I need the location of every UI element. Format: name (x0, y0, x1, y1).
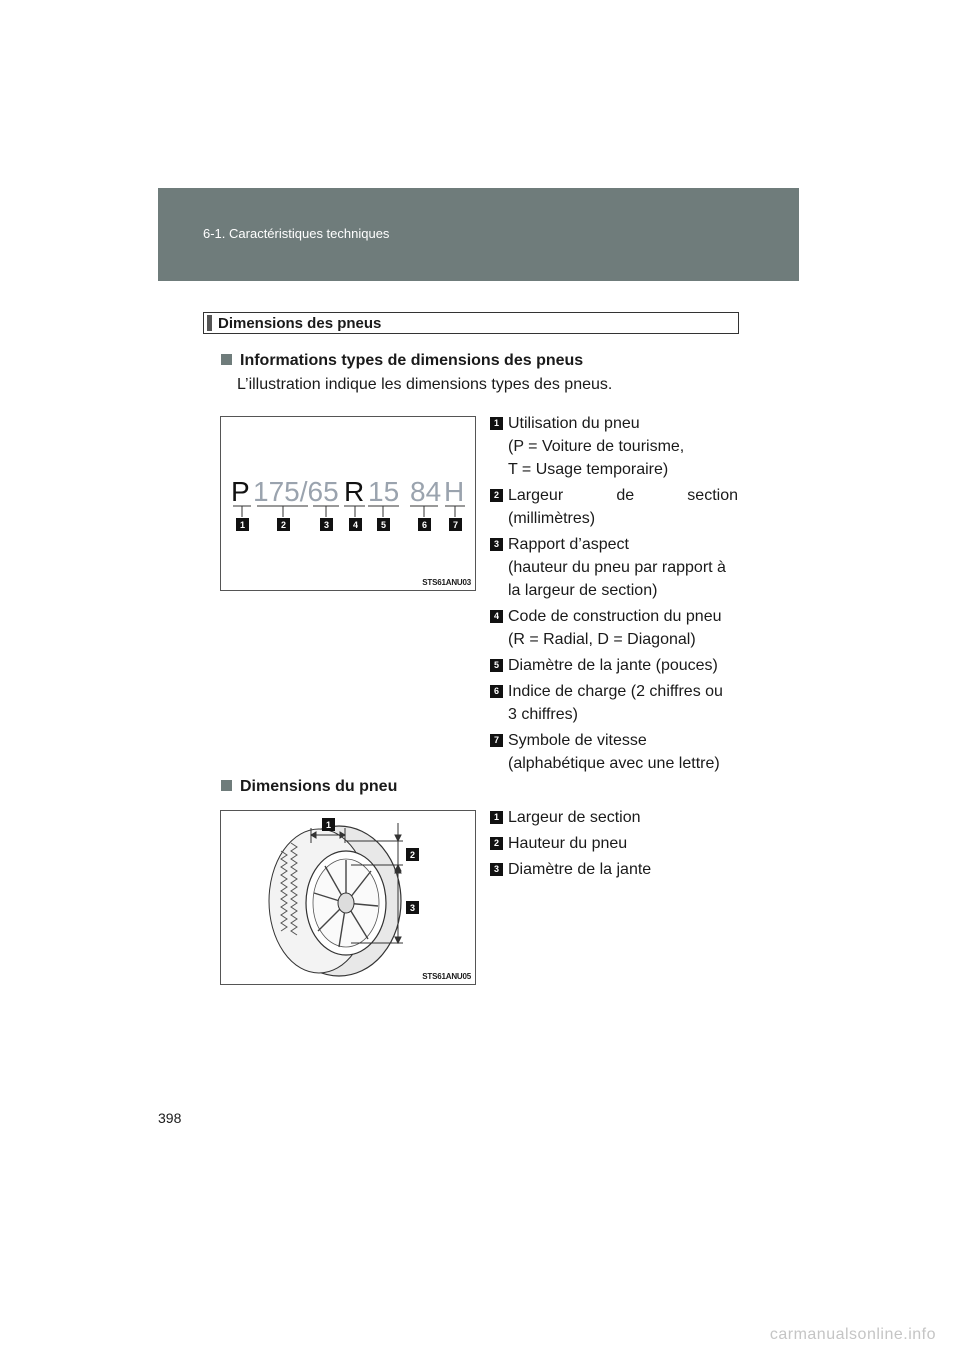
code-p: P (231, 476, 250, 507)
item-number: 7 (490, 734, 503, 747)
hub (338, 893, 354, 913)
intro-text: L’illustration indique les dimensions types des pneus. (237, 376, 613, 393)
list-item: 2 Largeur de section (millimètres) (490, 484, 738, 530)
tire-code-figure (220, 416, 476, 591)
item-number: 2 (490, 489, 503, 502)
item-number: 3 (490, 538, 503, 551)
tire-code-legend (490, 412, 738, 778)
list-item: 2 Hauteur du pneu (490, 832, 738, 855)
list-item: 6 Indice de charge (2 chiffres ou 3 chiffres) (490, 680, 738, 726)
callout-2: 2 (280, 520, 287, 530)
list-item: 3 Rapport d’aspect (hauteur du pneu par rapport à la largeur de section) (490, 533, 738, 602)
breadcrumb: 6-1. Caractéristiques techniques (203, 226, 390, 241)
list-item: 3 Diamètre de la jante (490, 858, 738, 881)
code-width-ratio: 175/65 (253, 476, 339, 507)
code-speed: H (444, 476, 465, 507)
item-number: 5 (490, 659, 503, 672)
list-item: 4 Code de construction du pneu (R = Radial, D = Diagonal) (490, 605, 738, 651)
section-title-box (203, 312, 739, 334)
tire-code-svg (221, 417, 475, 590)
square-bullet-icon (221, 354, 232, 365)
dim-callout-3: 3 (409, 903, 416, 913)
chapter-header (158, 188, 799, 281)
tire-dimensions-figure (220, 810, 476, 985)
section-title-bar (207, 315, 212, 331)
callout-6: 6 (421, 520, 428, 530)
figure-code: STS61ANU03 (422, 578, 471, 587)
tire-dimensions-legend (490, 806, 738, 884)
item-number: 2 (490, 837, 503, 850)
code-load: 84 (410, 476, 442, 507)
subheading-info: Informations types de dimensions des pneus (221, 352, 583, 370)
square-bullet-icon (221, 780, 232, 791)
code-rim: 15 (368, 476, 400, 507)
list-item: 1 Largeur de section (490, 806, 738, 829)
item-number: 4 (490, 610, 503, 623)
tire-dimensions-svg (221, 811, 475, 984)
callout-7: 7 (452, 520, 459, 530)
item-number: 1 (490, 417, 503, 430)
subheading-dims: Dimensions du pneu (221, 778, 397, 796)
dim-callout-2: 2 (409, 850, 416, 860)
list-item: 1 Utilisation du pneu (P = Voiture de tourisme, T = Usage temporaire) (490, 412, 738, 481)
item-number: 1 (490, 811, 503, 824)
list-item: 5 Diamètre de la jante (pouces) (490, 654, 738, 677)
callout-1: 1 (239, 520, 246, 530)
dim-callout-1: 1 (325, 820, 332, 830)
item-number: 6 (490, 685, 503, 698)
code-r: R (344, 476, 365, 507)
callout-5: 5 (380, 520, 387, 530)
figure-code: STS61ANU05 (422, 972, 471, 981)
list-item: 7 Symbole de vitesse (alphabétique avec une lettre) (490, 729, 738, 775)
item-number: 3 (490, 863, 503, 876)
page-number: 398 (158, 1110, 182, 1126)
section-title: Dimensions des pneus (218, 315, 382, 332)
footer-watermark (0, 1308, 960, 1358)
callout-3: 3 (323, 520, 330, 530)
callout-4: 4 (352, 520, 359, 530)
watermark-text[interactable]: carmanualsonline.info (769, 1326, 936, 1343)
